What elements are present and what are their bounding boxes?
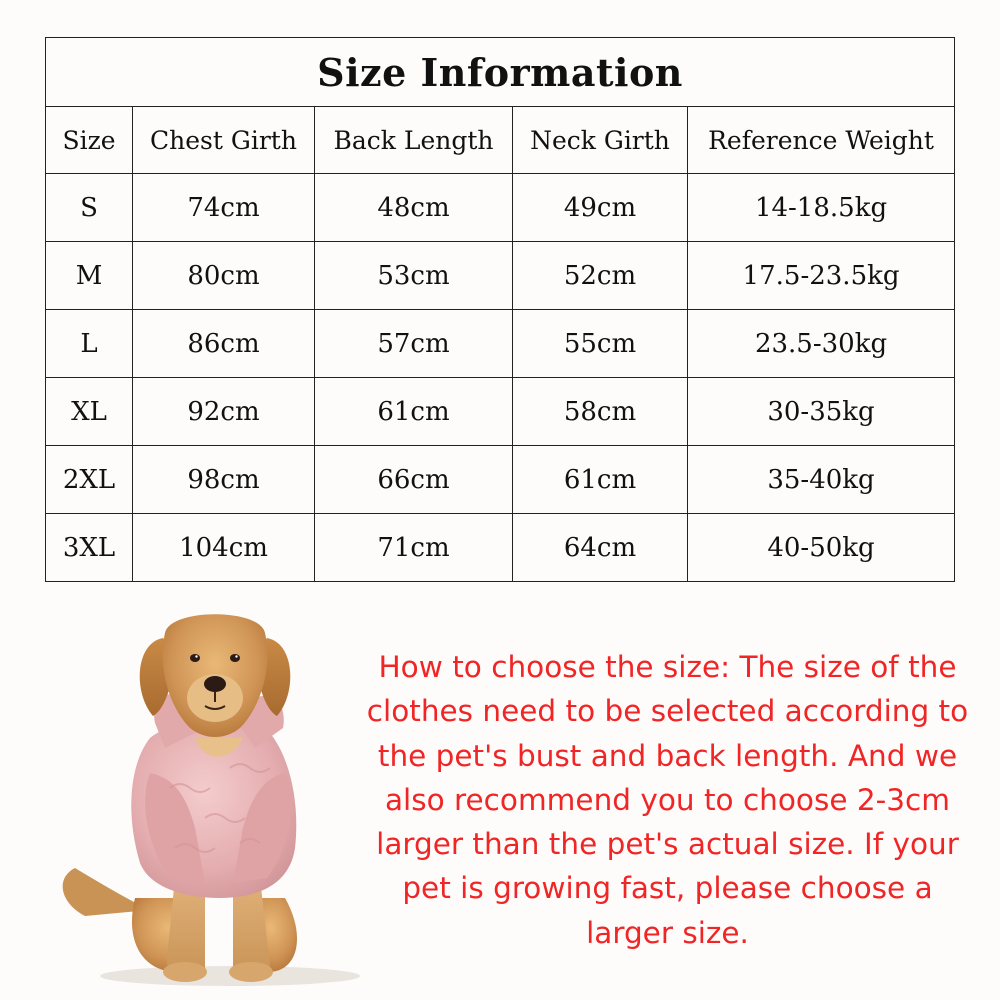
- table-header-row: [46, 107, 955, 174]
- cell-back-length: 57cm: [315, 310, 513, 378]
- cell-neck-girth: 61cm: [513, 446, 688, 514]
- cell-back-length: 71cm: [315, 514, 513, 582]
- cell-chest-girth: 86cm: [133, 310, 315, 378]
- cell-back-length: 48cm: [315, 174, 513, 242]
- header-size: Size: [46, 107, 133, 174]
- table-row: [46, 174, 955, 242]
- header-chest-girth: Chest Girth: [133, 107, 315, 174]
- cell-neck-girth: 64cm: [513, 514, 688, 582]
- cell-size: L: [46, 310, 133, 378]
- cell-neck-girth: 58cm: [513, 378, 688, 446]
- cell-reference-weight: 23.5-30kg: [688, 310, 955, 378]
- cell-size: M: [46, 242, 133, 310]
- cell-reference-weight: 17.5-23.5kg: [688, 242, 955, 310]
- table-row: [46, 446, 955, 514]
- table-row: [46, 242, 955, 310]
- table-row: [46, 514, 955, 582]
- cell-neck-girth: 49cm: [513, 174, 688, 242]
- cell-neck-girth: 52cm: [513, 242, 688, 310]
- cell-reference-weight: 40-50kg: [688, 514, 955, 582]
- table-title-row: [46, 38, 955, 107]
- cell-back-length: 61cm: [315, 378, 513, 446]
- cell-size: S: [46, 174, 133, 242]
- table-title: Size Information: [46, 38, 955, 107]
- table-row: [46, 378, 955, 446]
- cell-size: 3XL: [46, 514, 133, 582]
- cell-reference-weight: 35-40kg: [688, 446, 955, 514]
- header-neck-girth: Neck Girth: [513, 107, 688, 174]
- cell-chest-girth: 98cm: [133, 446, 315, 514]
- cell-back-length: 53cm: [315, 242, 513, 310]
- size-table: [45, 37, 955, 582]
- cell-back-length: 66cm: [315, 446, 513, 514]
- table-row: [46, 310, 955, 378]
- cell-chest-girth: 104cm: [133, 514, 315, 582]
- header-reference-weight: Reference Weight: [688, 107, 955, 174]
- cell-chest-girth: 80cm: [133, 242, 315, 310]
- cell-size: XL: [46, 378, 133, 446]
- header-back-length: Back Length: [315, 107, 513, 174]
- cell-neck-girth: 55cm: [513, 310, 688, 378]
- dog-in-hoodie-image: [55, 598, 365, 990]
- size-advice-text: How to choose the size: The size of the clothes need to be selected according to the pet's bust and back length. And we also recommend you to choose 2-3cm larger than the pet's actual size. If your pet is growing fast, please choose a larger size.: [366, 650, 969, 950]
- cell-chest-girth: 74cm: [133, 174, 315, 242]
- cell-size: 2XL: [46, 446, 133, 514]
- cell-chest-girth: 92cm: [133, 378, 315, 446]
- cell-reference-weight: 14-18.5kg: [688, 174, 955, 242]
- cell-reference-weight: 30-35kg: [688, 378, 955, 446]
